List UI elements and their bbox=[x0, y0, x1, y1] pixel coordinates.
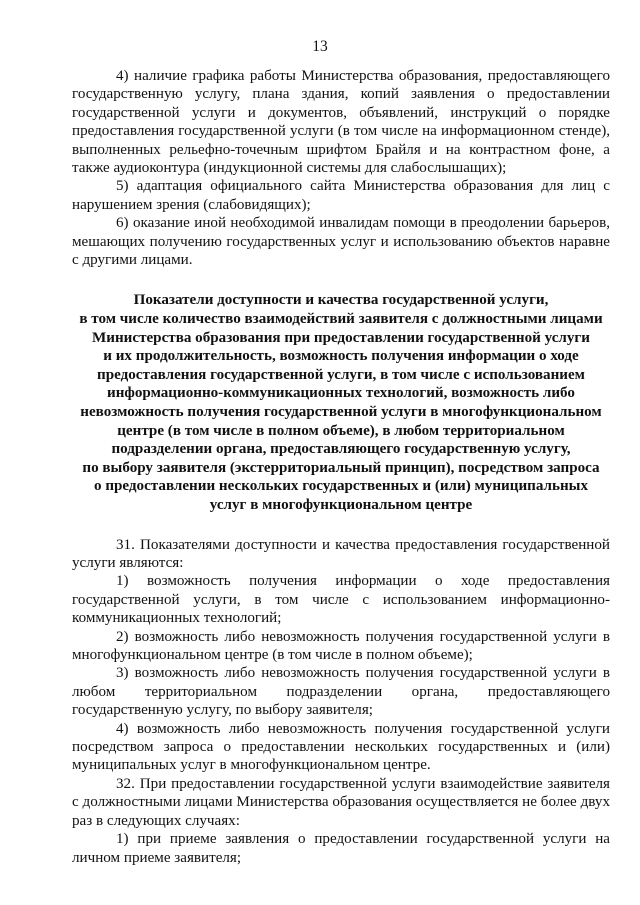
paragraph-31-item-3: 3) возможность либо невозможность получения государственной услуги в любом территориальном подразделении органа, предоставляющего государственную услугу, по выбору заявителя; bbox=[72, 665, 610, 719]
paragraph-32: 32. При предоставлении государственной услуги взаимодействие заявителя с должностными лицами Министерства образования осуществляется не более двух раз в следующих случаях: bbox=[72, 775, 610, 829]
section-heading-line: Министерства образования при предоставлении государственной услуги bbox=[92, 329, 590, 346]
section-heading-line: предоставления государственной услуги, в том числе с использованием bbox=[97, 366, 585, 383]
section-heading-line: информационно-коммуникационных технологий, возможность либо bbox=[107, 385, 575, 402]
section-heading-line: по выбору заявителя (экстерриториальный принцип), посредством запроса bbox=[82, 459, 600, 476]
page-number: 13 bbox=[312, 38, 328, 55]
paragraph-31-item-4: 4) возможность либо невозможность получения государственной услуги посредством запроса о предоставлении нескольких государственных и (или) муниципальных услуг в многофункциональном центре. bbox=[72, 720, 610, 774]
section-heading-line: о предоставлении нескольких государственных и (или) муниципальных bbox=[94, 478, 588, 495]
paragraph-31-item-2: 2) возможность либо невозможность получения государственной услуги в многофункциональном центре (в том числе в полном объеме); bbox=[72, 628, 610, 664]
document-body bbox=[72, 67, 610, 867]
section-heading-line: невозможность получения государственной услуги в многофункциональном bbox=[80, 404, 602, 421]
section-heading-line: Показатели доступности и качества государственной услуги, bbox=[133, 292, 549, 309]
paragraph-31-item-1: 1) возможность получения информации о ходе предоставления государственной услуги, в том числе с использованием информационно-коммуникационных технологий; bbox=[72, 573, 610, 627]
section-heading bbox=[72, 291, 610, 514]
paragraph-32-item-1: 1) при приеме заявления о предоставлении государственной услуги на личном приеме заявителя; bbox=[72, 831, 610, 866]
section-heading-line: и их продолжительность, возможность получения информации о ходе bbox=[103, 348, 579, 365]
paragraph-item-6: 6) оказание иной необходимой инвалидам помощи в преодолении барьеров, мешающих получению государственных услуг и использованию объектов наравне с другими лицами. bbox=[72, 215, 610, 269]
paragraph-31: 31. Показателями доступности и качества предоставления государственной услуги являются: bbox=[72, 536, 610, 571]
section-heading-line: в том числе количество взаимодействий заявителя с должностными лицами bbox=[79, 311, 603, 328]
paragraph-item-5: 5) адаптация официального сайта Министерства образования для лиц с нарушением зрения (слабовидящих); bbox=[72, 178, 610, 213]
section-heading-line: услуг в многофункциональном центре bbox=[209, 497, 473, 513]
section-heading-line: подразделении органа, предоставляющего государственную услугу, bbox=[111, 441, 571, 458]
section-heading-line: центре (в том числе в полном объеме), в любом территориальном bbox=[117, 422, 565, 439]
paragraph-item-4: 4) наличие графика работы Министерства образования, предоставляющего государственную услугу, плана здания, копий заявления о предоставлении государственной услуги и документов, объявлений, инструкций о порядке предоставления государственной услуги (в том числе на информационном стенде), выполненных рельефно-точечным шрифтом Брайля и на контрастном фоне, а также аудиоконтура (индукционной системы для слабослышащих); bbox=[72, 68, 610, 177]
